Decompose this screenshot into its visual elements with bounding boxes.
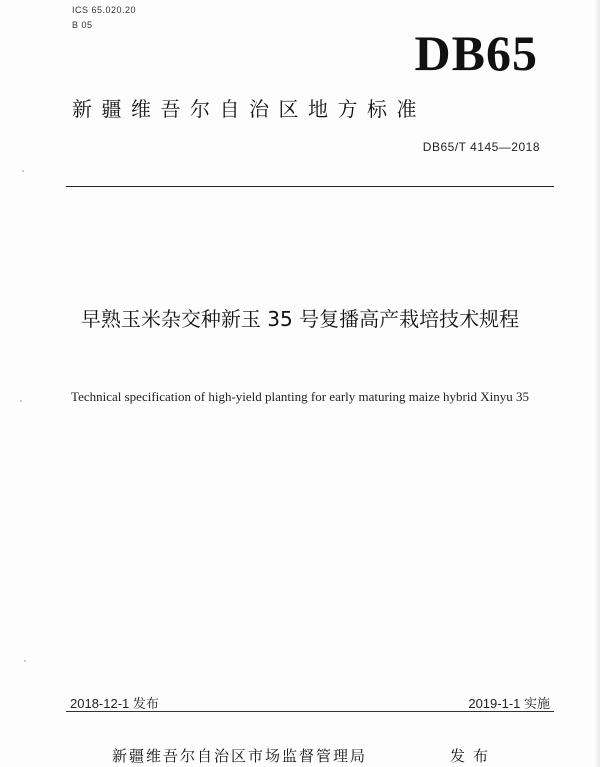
issuing-authority: 新疆维吾尔自治区市场监督管理局 xyxy=(112,747,368,765)
scan-speck xyxy=(22,170,24,172)
db65-logo: DB65 xyxy=(414,25,538,81)
standard-type-heading: 新疆维吾尔自治区地方标准 xyxy=(72,97,426,121)
top-divider xyxy=(66,186,554,187)
scan-speck xyxy=(24,660,26,662)
bottom-divider xyxy=(66,711,554,712)
scan-speck xyxy=(20,400,22,402)
classification-code: B 05 xyxy=(72,20,93,30)
ics-code: ICS 65.020.20 xyxy=(72,5,137,15)
issue-label: 发布 xyxy=(450,747,497,765)
title-english: Technical specification of high-yield planting for early maturing maize hybrid Xinyu 35 xyxy=(71,389,529,404)
standard-code: DB65/T 4145—2018 xyxy=(422,140,540,154)
title-chinese: 早熟玉米杂交种新玉 35 号复播高产栽培技术规程 xyxy=(80,307,520,331)
implementation-date: 2019-1-1 实施 xyxy=(468,696,550,711)
publication-date: 2018-12-1 发布 xyxy=(70,696,159,711)
scan-edge-shadow xyxy=(594,0,600,767)
